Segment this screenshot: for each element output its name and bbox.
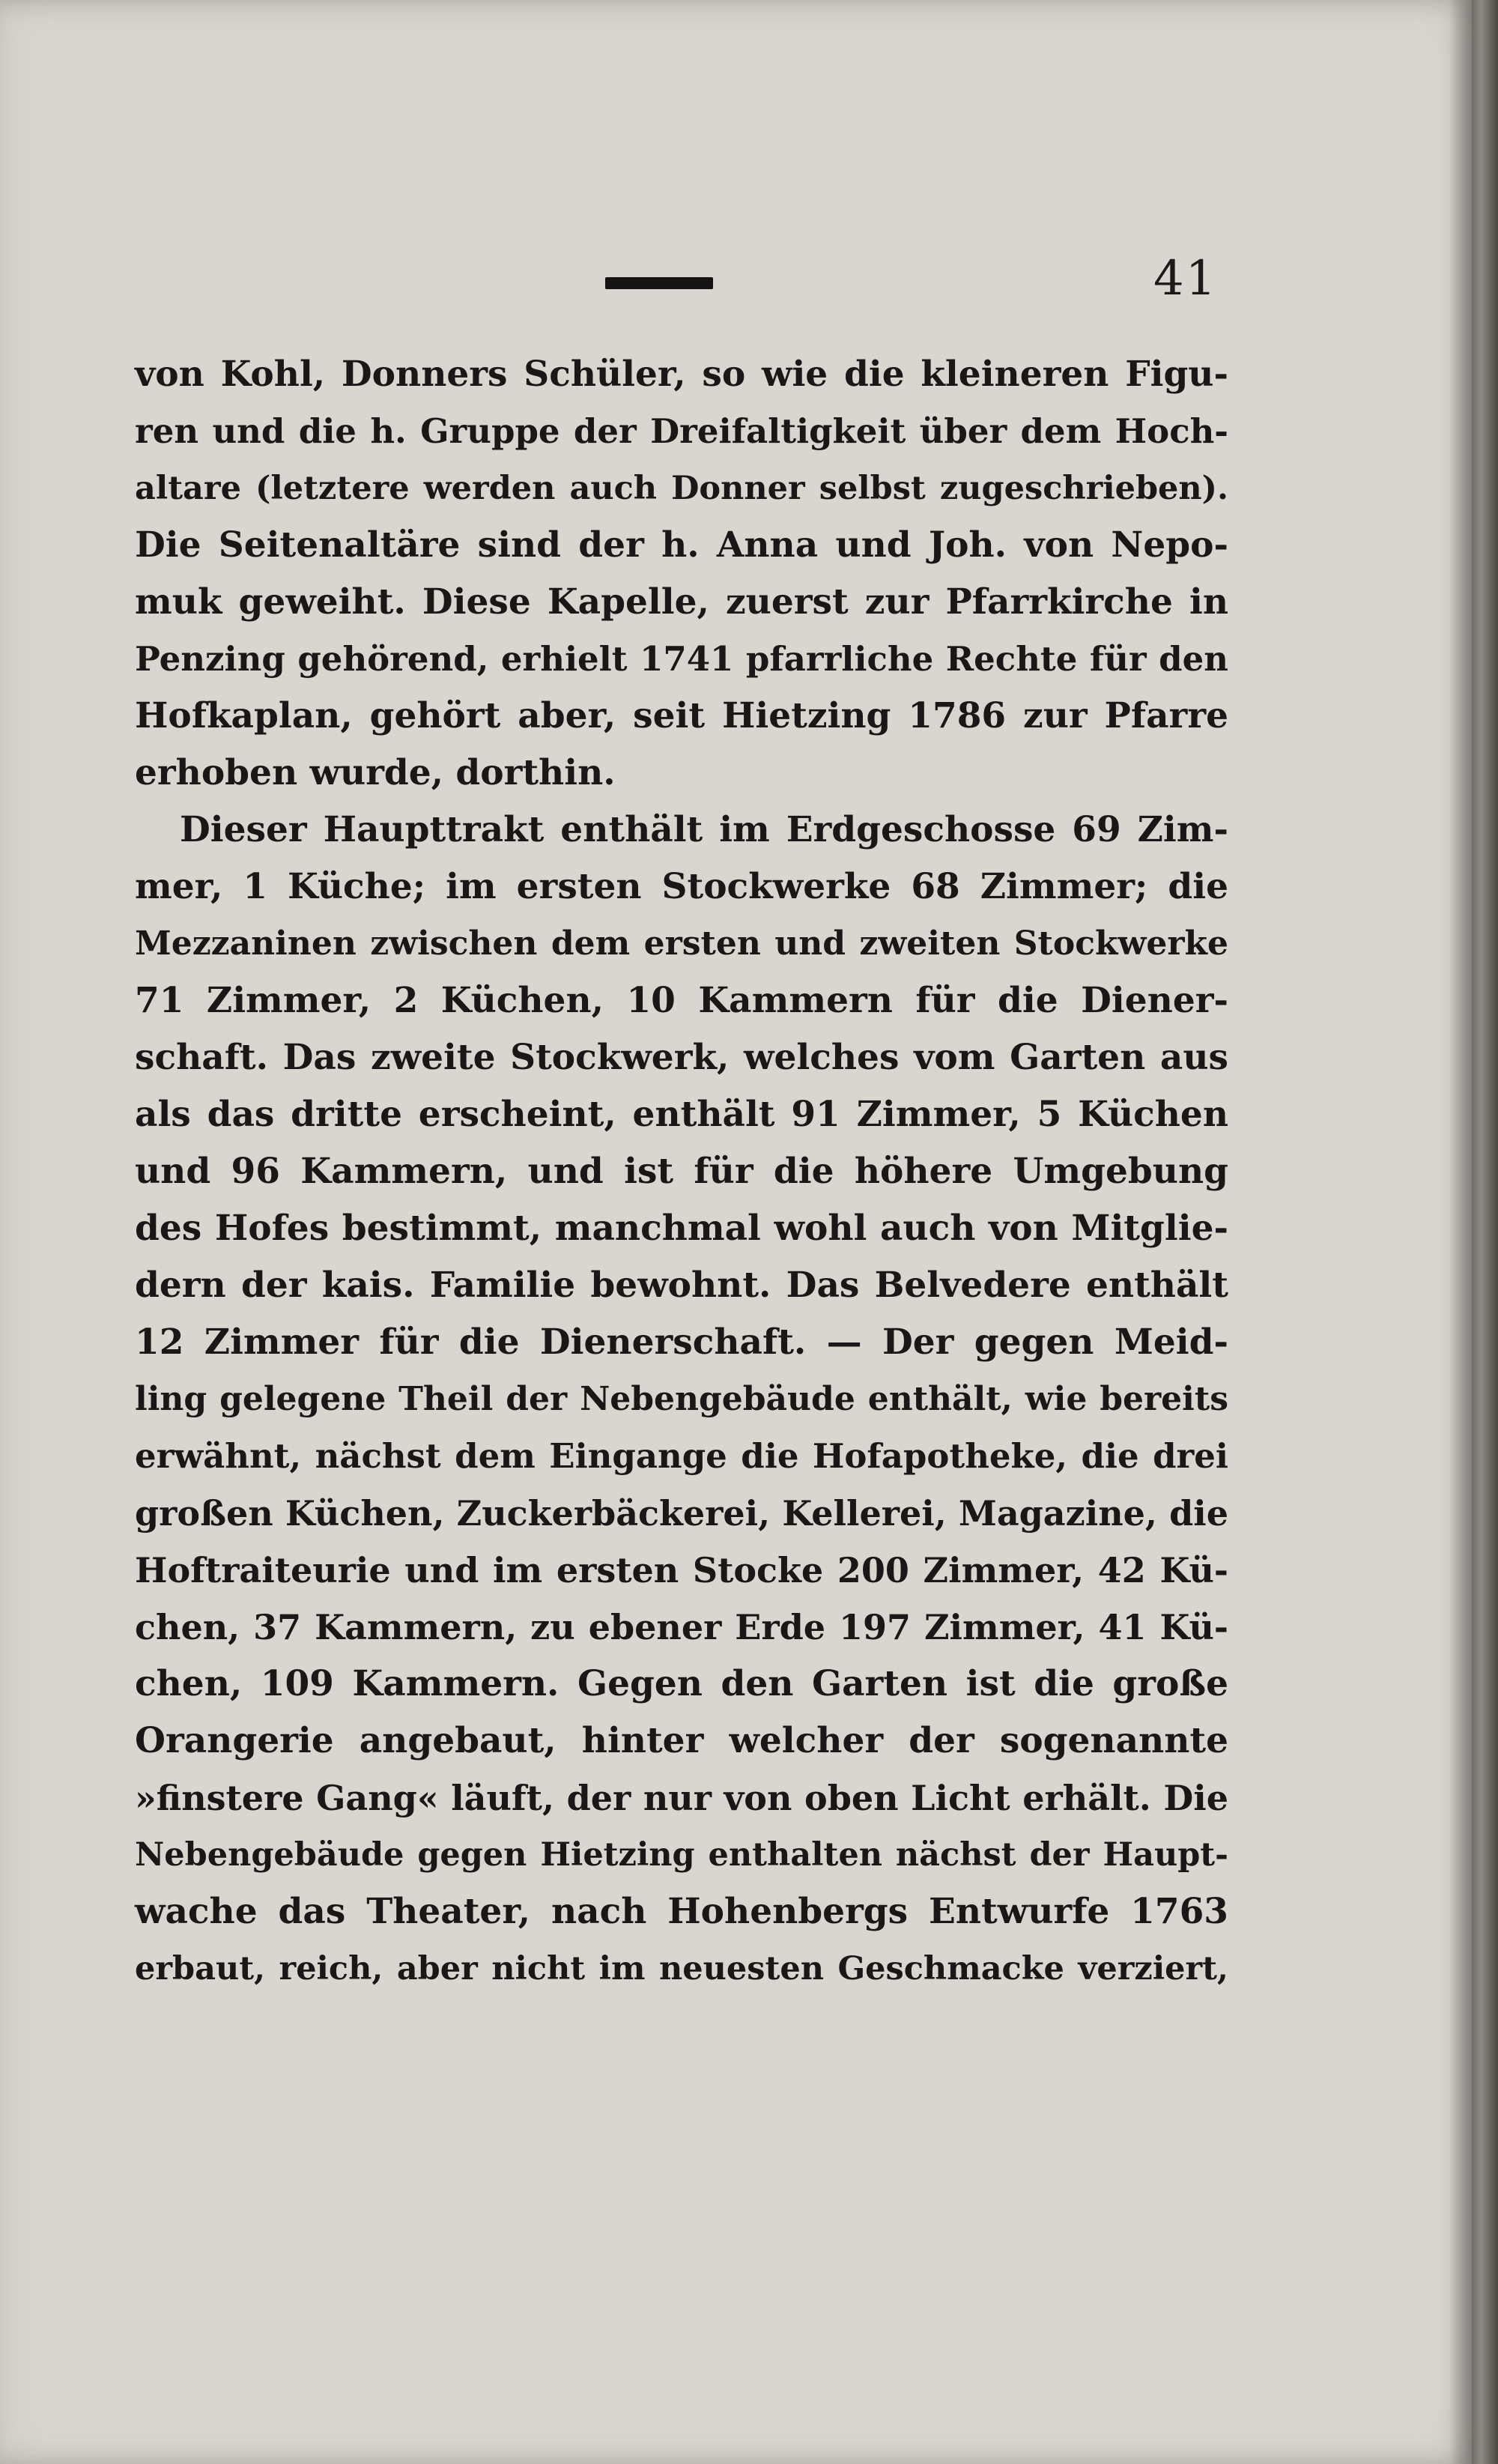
text-line: »finstere Gang« läuft, der nur von oben Licht erhält. Die bbox=[135, 1778, 1228, 1818]
text-line: ren und die h. Gruppe der Dreifaltigkeit über dem Hoch- bbox=[135, 411, 1228, 451]
text-line: ling gelegene Theil der Nebengebäude enthält, wie bereits bbox=[135, 1380, 1228, 1418]
text-line: altare (letztere werden auch Donner selbst zugeschrieben). bbox=[135, 470, 1228, 507]
text-line: dern der kais. Familie bewohnt. Das Belvedere enthält bbox=[135, 1265, 1228, 1306]
text-line: 12 Zimmer für die Dienerschaft. — Der gegen Meid- bbox=[135, 1322, 1228, 1363]
text-line: Mezzaninen zwischen dem ersten und zweiten Stockwerke bbox=[135, 924, 1228, 963]
text-line: 71 Zimmer, 2 Küchen, 10 Kammern für die Diener- bbox=[135, 980, 1228, 1021]
text-line: des Hofes bestimmt, manchmal wohl auch von Mitglie- bbox=[135, 1208, 1228, 1249]
text-line: Hoftraiteurie und im ersten Stocke 200 Zimmer, 42 Kü- bbox=[135, 1550, 1228, 1590]
text-line: von Kohl, Donners Schüler, so wie die kleineren Figu- bbox=[135, 354, 1228, 395]
text-line: erwähnt, nächst dem Eingange die Hofapotheke, die drei bbox=[135, 1436, 1228, 1476]
paragraph-1 bbox=[135, 346, 1228, 802]
text-line: Nebengebäude gegen Hietzing enthalten nächst der Haupt- bbox=[135, 1836, 1228, 1874]
text-line: Orangerie angebaut, hinter welcher der sogenannte bbox=[135, 1720, 1228, 1761]
text-line: muk geweiht. Diese Kapelle, zuerst zur Pfarrkirche in bbox=[135, 581, 1228, 623]
text-line: schaft. Das zweite Stockwerk, welches vom Garten aus bbox=[135, 1037, 1228, 1078]
text-line: chen, 109 Kammern. Gegen den Garten ist die große bbox=[135, 1663, 1228, 1704]
body-text bbox=[135, 346, 1228, 1997]
page-edge-shadow bbox=[1449, 0, 1472, 2464]
paragraph-2 bbox=[135, 802, 1228, 1997]
text-line: wache das Theater, nach Hohenbergs Entwurfe 1763 bbox=[135, 1891, 1228, 1932]
text-line: chen, 37 Kammern, zu ebener Erde 197 Zimmer, 41 Kü- bbox=[135, 1607, 1228, 1647]
text-line: Penzing gehörend, erhielt 1741 pfarrliche Rechte für den bbox=[135, 639, 1228, 679]
text-line: großen Küchen, Zuckerbäckerei, Kellerei, Magazine, die bbox=[135, 1493, 1228, 1534]
text-line: Die Seitenaltäre sind der h. Anna und Joh. von Nepo- bbox=[135, 524, 1228, 566]
header-rule bbox=[605, 277, 713, 289]
text-line: Dieser Haupttrakt enthält im Erdgeschosse 69 Zim- bbox=[180, 809, 1228, 850]
text-line: Hofkaplan, gehört aber, seit Hietzing 1786 zur Pfarre bbox=[135, 695, 1228, 736]
text-line: erhoben wurde, dorthin. bbox=[135, 752, 616, 793]
text-line: und 96 Kammern, und ist für die höhere Umgebung bbox=[135, 1151, 1228, 1192]
text-line: mer, 1 Küche; im ersten Stockwerke 68 Zimmer; die bbox=[135, 866, 1228, 907]
text-line: erbaut, reich, aber nicht im neuesten Geschmacke verziert, bbox=[135, 1950, 1228, 1988]
page-number: 41 bbox=[1153, 251, 1218, 306]
book-spine-edge bbox=[1472, 0, 1498, 2464]
text-line: als das dritte erscheint, enthält 91 Zimmer, 5 Küchen bbox=[135, 1094, 1228, 1135]
